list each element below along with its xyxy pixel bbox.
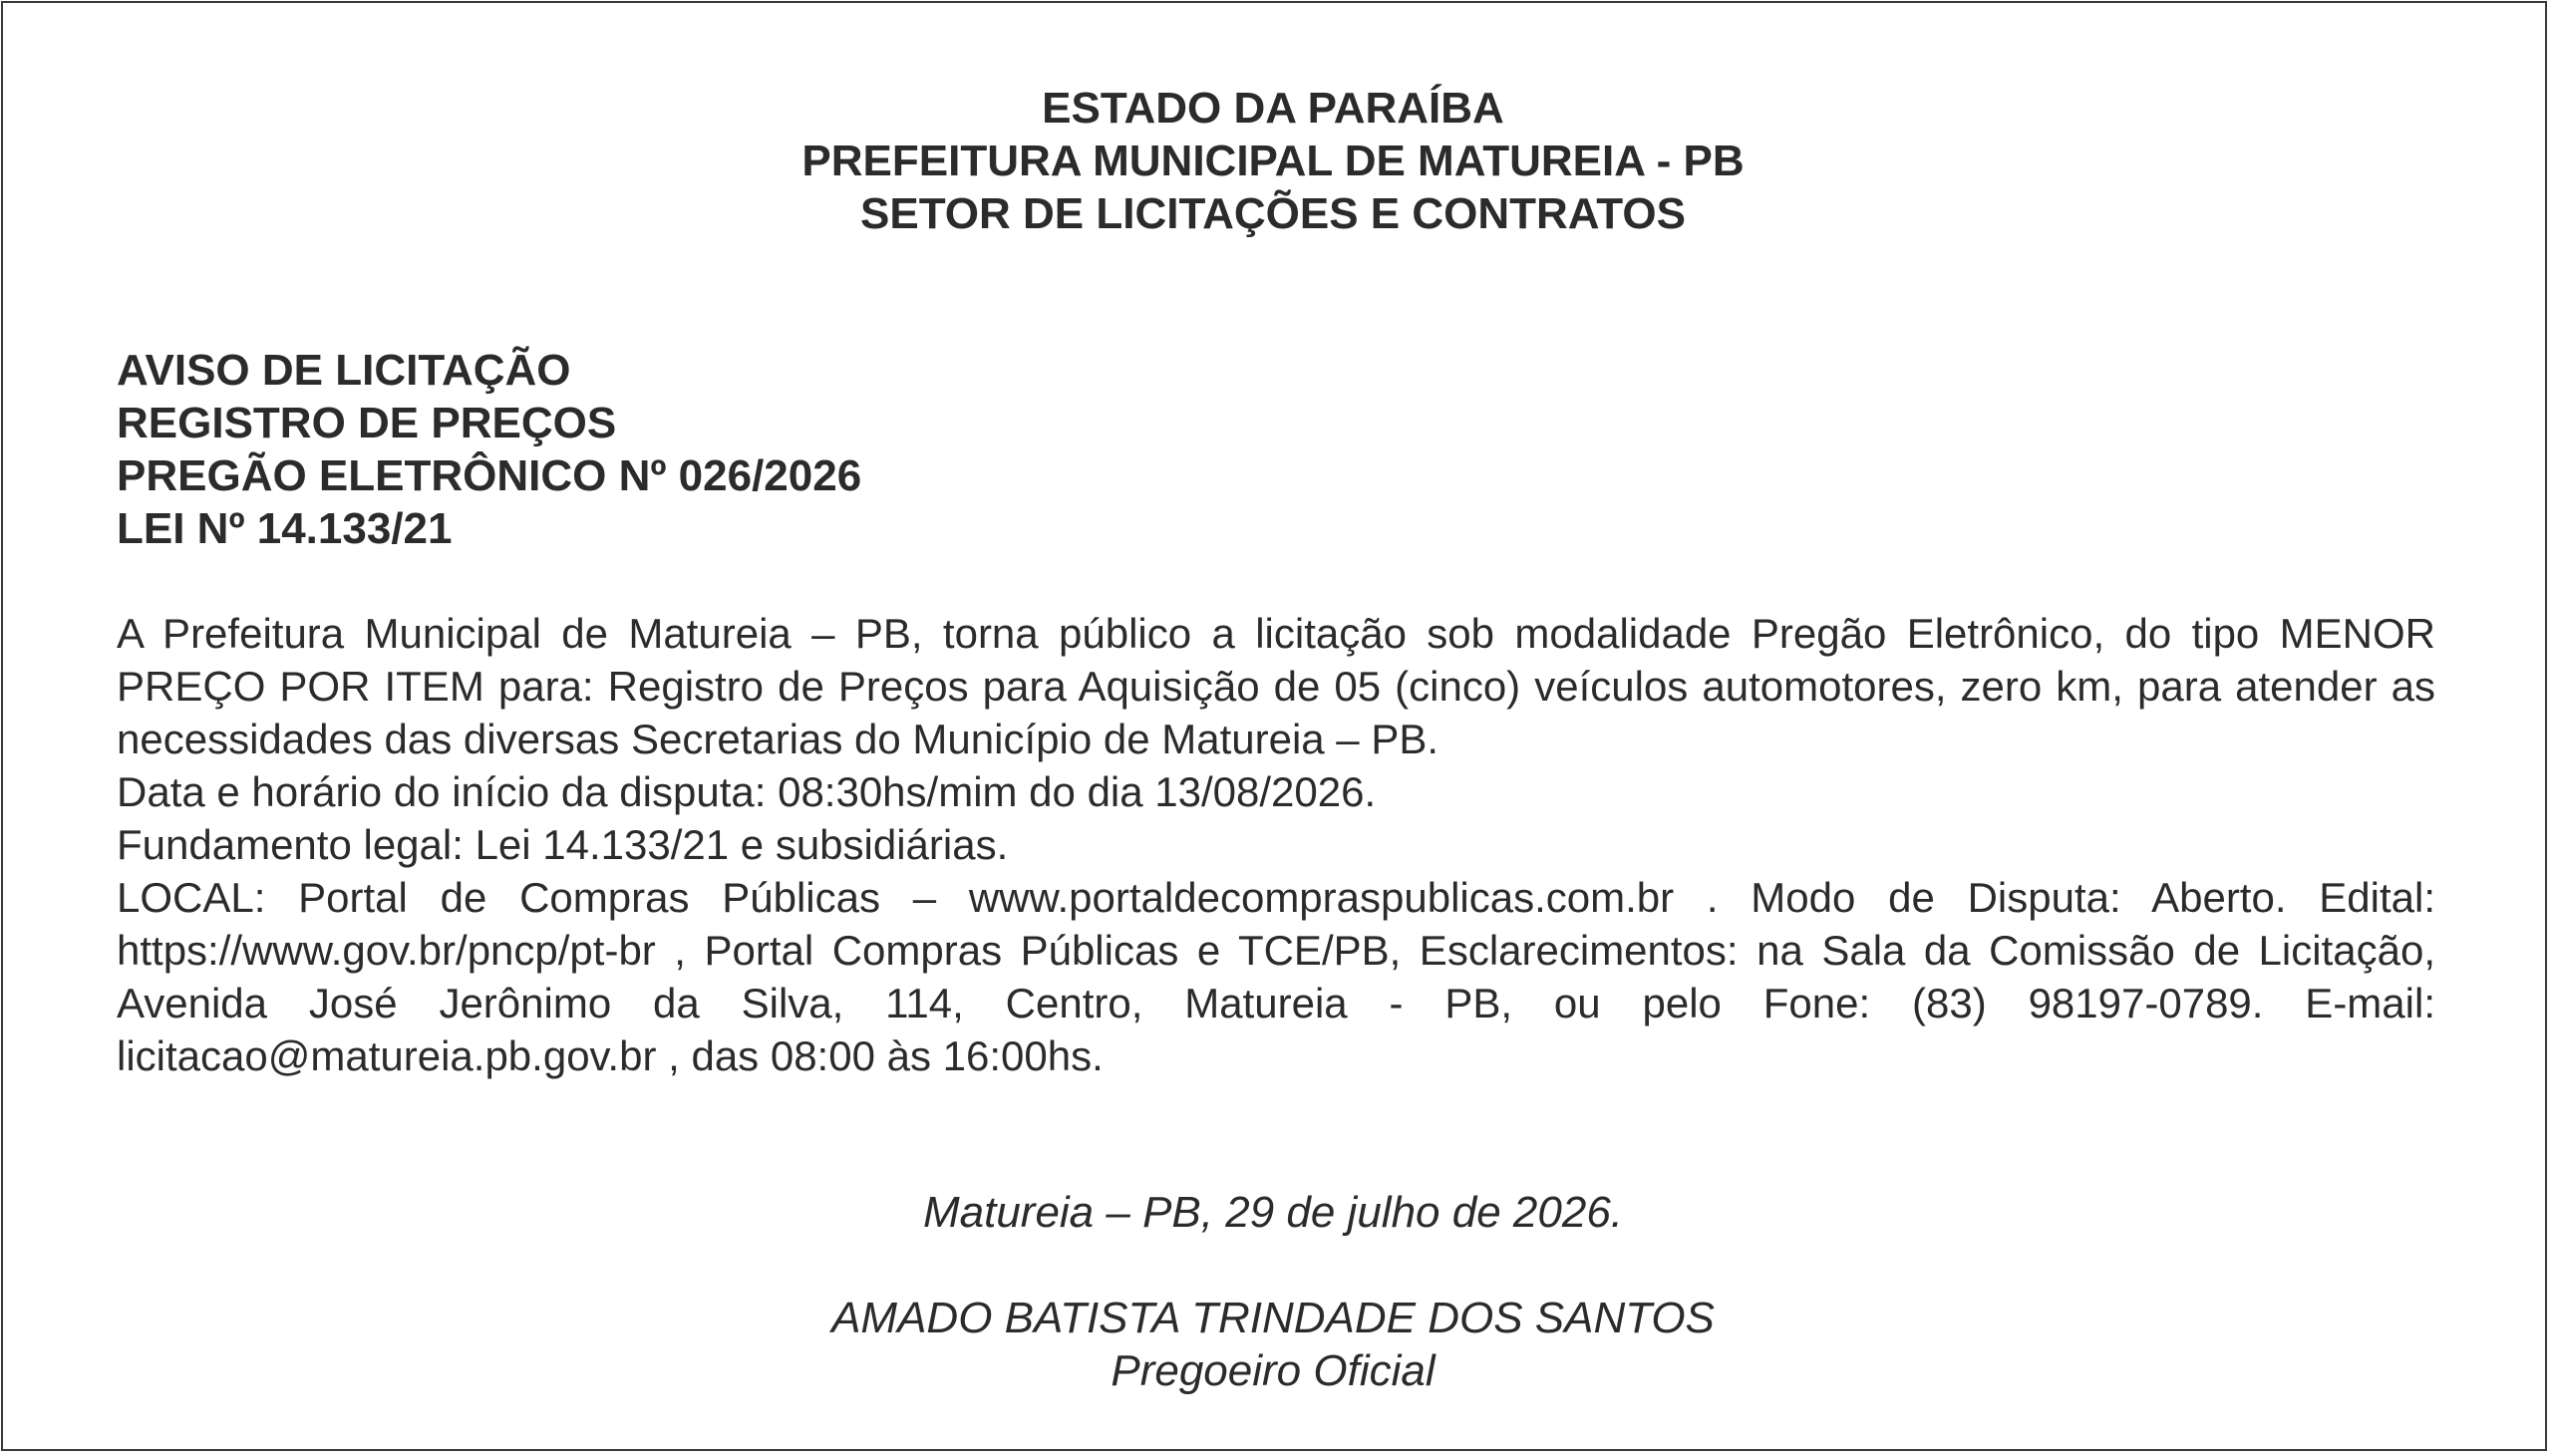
auction-number: PREGÃO ELETRÔNICO Nº 026/2026 bbox=[117, 451, 862, 500]
dispute-date-line: Data e horário do início da disputa: 08:30hs/mim do dia 13/08/2026. bbox=[117, 768, 1377, 815]
department-name: SETOR DE LICITAÇÕES E CONTRATOS bbox=[860, 189, 1686, 238]
signer-name: AMADO BATISTA TRINDADE DOS SANTOS bbox=[831, 1294, 1715, 1342]
municipality-name: PREFEITURA MUNICIPAL DE MATUREIA - PB bbox=[801, 137, 1745, 185]
notice-titles bbox=[117, 344, 861, 555]
registry-title: REGISTRO DE PREÇOS bbox=[117, 399, 617, 447]
notice-title: AVISO DE LICITAÇÃO bbox=[117, 346, 571, 395]
law-reference: LEI Nº 14.133/21 bbox=[117, 504, 453, 553]
state-name: ESTADO DA PARAÍBA bbox=[1042, 84, 1504, 133]
location-paragraph: LOCAL: Portal de Compras Públicas – www.portaldecompraspublicas.com.br . Modo de Disputa: Aberto. Edital: https://www.gov.br/pncp/pt-br , Portal Compras Públicas e TCE/PB, Esclarecimentos: na Sala da Comissão de Licitação, Avenida José Jerônimo da Silva, 114, Centro, Matureia - PB, ou pelo Fone: (83) 98197-0789. E-mail: licitacao@matureia.pb.gov.br , das 08:00 às 16:00hs. bbox=[117, 874, 2435, 1079]
legal-basis-line: Fundamento legal: Lei 14.133/21 e subsidiárias. bbox=[117, 821, 1009, 868]
place-date: Matureia – PB, 29 de julho de 2026. bbox=[922, 1188, 1624, 1237]
document-header bbox=[0, 82, 2546, 240]
intro-paragraph: A Prefeitura Municipal de Matureia – PB, torna público a licitação sob modalidade Pregão Eletrônico, do tipo MENOR PREÇO POR ITEM para: Registro de Preços para Aquisição de 05 (cinco) veículos automotores, zero km, para atender as necessidades das diversas Secretarias do Município de Matureia – PB. bbox=[117, 610, 2435, 762]
signer-role: Pregoeiro Oficial bbox=[1111, 1346, 1436, 1395]
notice-body bbox=[117, 607, 2435, 1082]
signature-block bbox=[0, 1186, 2546, 1397]
